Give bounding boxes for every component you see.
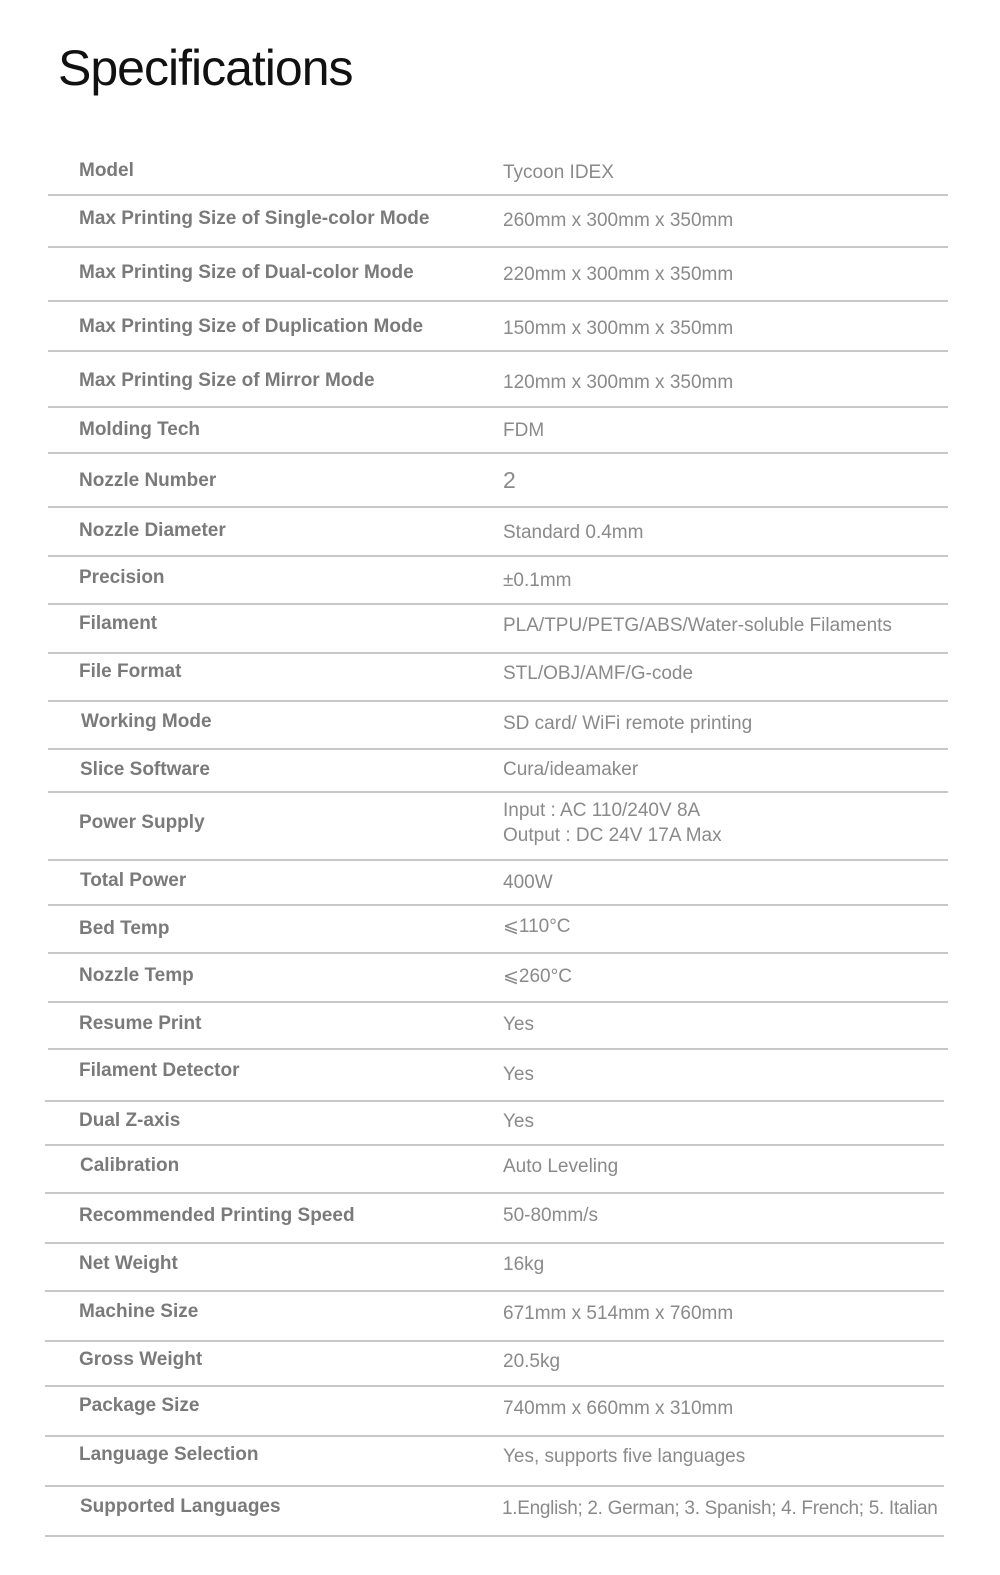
spec-row-working-mode <box>48 702 948 750</box>
spec-value: 671mm x 514mm x 760mm <box>503 1303 734 1324</box>
spec-value: 20.5kg <box>503 1351 561 1372</box>
spec-label: Slice Software <box>80 759 210 780</box>
spec-value: Yes <box>503 1111 534 1132</box>
spec-label: Total Power <box>80 870 187 891</box>
spec-value: ±0.1mm <box>503 570 572 591</box>
spec-label: File Format <box>79 661 182 682</box>
spec-row-package-size <box>45 1387 944 1437</box>
spec-value: 1.English; 2. German; 3. Spanish; 4. French; 5. Italian <box>502 1498 938 1519</box>
spec-row-duplication-size <box>48 302 948 352</box>
spec-label: Nozzle Temp <box>79 965 194 986</box>
spec-row-calibration <box>45 1146 944 1194</box>
spec-row-net-weight <box>45 1244 944 1292</box>
spec-value: Yes <box>503 1064 534 1085</box>
spec-label: Max Printing Size of Duplication Mode <box>79 316 424 337</box>
spec-value: SD card/ WiFi remote printing <box>503 713 753 734</box>
spec-label: Calibration <box>80 1155 180 1176</box>
spec-label: Precision <box>79 567 165 588</box>
spec-row-nozzle-temp <box>48 954 948 1003</box>
spec-label: Net Weight <box>79 1253 178 1274</box>
spec-row-nozzle-number <box>48 454 948 508</box>
spec-row-nozzle-diameter <box>48 508 948 557</box>
spec-label: Bed Temp <box>79 918 170 939</box>
spec-row-machine-size <box>45 1292 944 1342</box>
spec-row-gross-weight <box>45 1342 944 1387</box>
spec-label: Nozzle Number <box>79 470 217 491</box>
spec-row-slice-software <box>48 750 948 793</box>
spec-label: Dual Z-axis <box>79 1110 181 1131</box>
spec-row-resume-print <box>48 1003 948 1050</box>
spec-row-bed-temp <box>48 906 948 954</box>
spec-value: 260mm x 300mm x 350mm <box>503 210 734 231</box>
spec-value: STL/OBJ/AMF/G-code <box>503 663 694 684</box>
spec-label: Max Printing Size of Single-color Mode <box>79 208 430 229</box>
spec-value: Yes, supports five languages <box>503 1446 746 1467</box>
spec-label: Supported Languages <box>80 1496 281 1517</box>
spec-value: Cura/ideamaker <box>503 759 639 780</box>
spec-row-file-format <box>48 654 948 702</box>
spec-label: Max Printing Size of Mirror Mode <box>79 370 375 391</box>
spec-label: Language Selection <box>79 1444 259 1465</box>
spec-row-molding-tech <box>48 408 948 454</box>
spec-row-filament <box>48 605 948 654</box>
spec-value: Tycoon IDEX <box>503 162 614 183</box>
spec-value: Input : AC 110/240V 8A <box>503 800 701 821</box>
spec-label: Molding Tech <box>79 419 201 440</box>
spec-row-precision <box>48 557 948 605</box>
spec-label: Recommended Printing Speed <box>79 1205 355 1226</box>
spec-row-model <box>48 150 948 196</box>
spec-value: ⩽110°C <box>503 916 571 937</box>
spec-row-power-supply <box>48 793 948 861</box>
spec-label: Gross Weight <box>79 1349 203 1370</box>
spec-label: Resume Print <box>79 1013 202 1034</box>
spec-value: 150mm x 300mm x 350mm <box>503 318 734 339</box>
spec-row-filament-detector <box>45 1050 944 1102</box>
spec-value: Auto Leveling <box>503 1156 619 1177</box>
spec-row-dual-color-size <box>48 248 948 302</box>
spec-value: PLA/TPU/PETG/ABS/Water-soluble Filaments <box>503 615 892 636</box>
spec-label: Filament <box>79 613 158 634</box>
spec-label: Working Mode <box>81 711 212 732</box>
spec-value: FDM <box>503 420 545 441</box>
spec-row-dual-z-axis <box>45 1102 944 1146</box>
spec-value: 16kg <box>503 1254 545 1275</box>
spec-row-single-color-size <box>48 196 948 248</box>
spec-value: 220mm x 300mm x 350mm <box>503 264 734 285</box>
spec-value: 400W <box>503 872 553 893</box>
spec-row-printing-speed <box>45 1194 944 1244</box>
spec-label: Power Supply <box>79 812 205 833</box>
spec-label: Model <box>79 160 134 181</box>
spec-value: 50-80mm/s <box>503 1205 599 1226</box>
spec-row-mirror-size <box>48 352 948 408</box>
spec-row-supported-languages <box>45 1487 944 1537</box>
spec-label: Package Size <box>79 1395 200 1416</box>
spec-label: Filament Detector <box>79 1060 240 1081</box>
spec-label: Max Printing Size of Dual-color Mode <box>79 262 414 283</box>
spec-value: ⩽260°C <box>503 966 572 987</box>
spec-value: 120mm x 300mm x 350mm <box>503 372 734 393</box>
spec-value-line2: Output : DC 24V 17A Max <box>503 825 722 846</box>
page-title: Specifications <box>58 40 353 96</box>
spec-label: Machine Size <box>79 1301 199 1322</box>
spec-value: Standard 0.4mm <box>503 522 644 543</box>
spec-label: Nozzle Diameter <box>79 520 226 541</box>
spec-value: Yes <box>503 1014 534 1035</box>
spec-value: 2 <box>503 467 516 493</box>
spec-row-total-power <box>48 861 948 906</box>
spec-row-language-selection <box>45 1437 944 1487</box>
spec-value: 740mm x 660mm x 310mm <box>503 1398 734 1419</box>
